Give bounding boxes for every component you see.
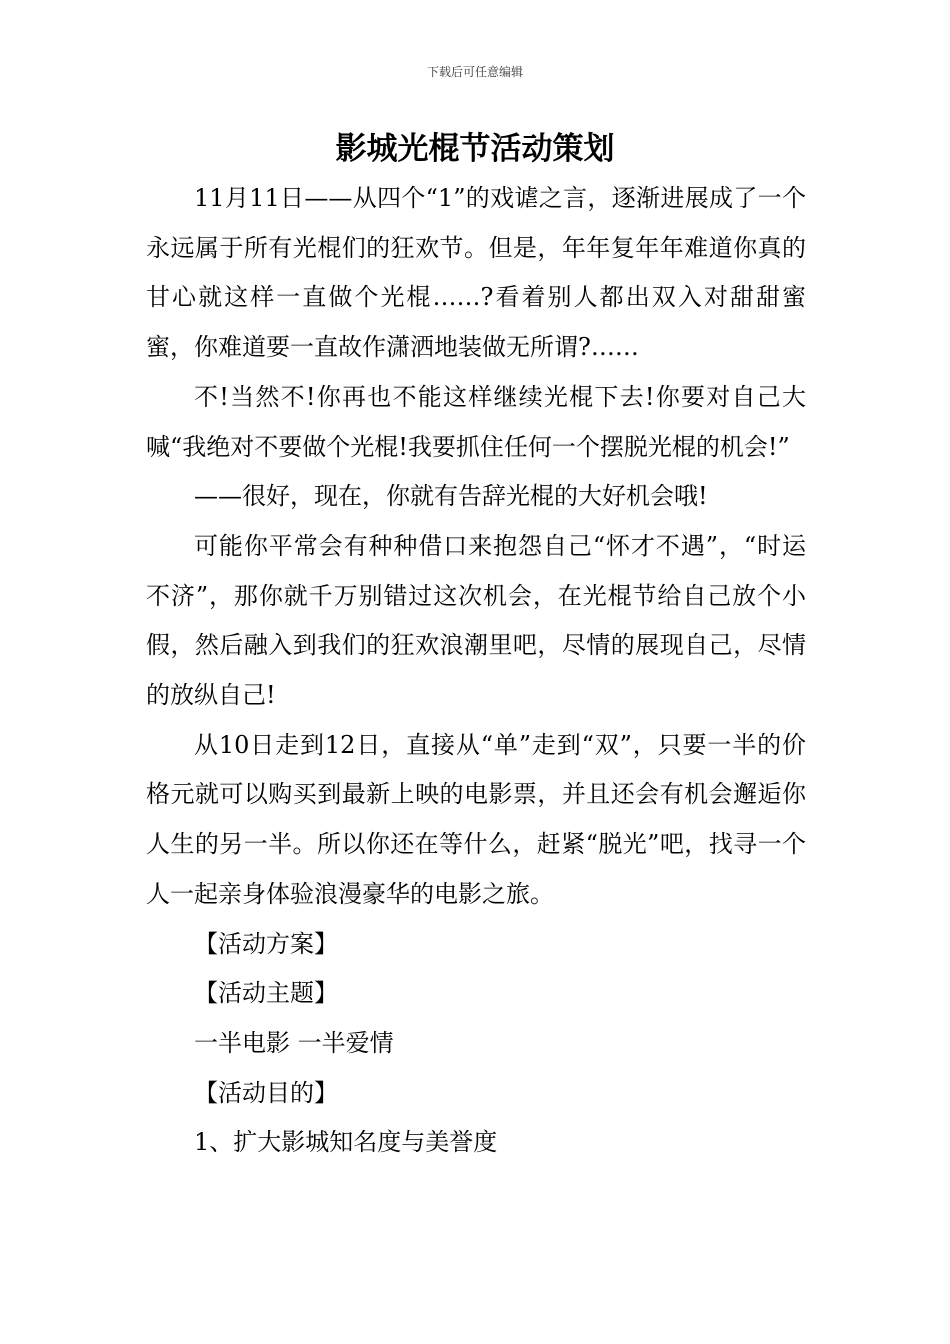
page-header-note: 下载后可任意编辑 [426,65,523,79]
purpose-item-1: 1、扩大影城知名度与美誉度 [194,1128,498,1157]
exclamation-paragraph: 不!当然不!你再也不能这样继续光棍下去!你要对自己大喊“我绝对不要做个光棍!我要抓住任何一个摆脱光棍的机会!” [146,382,806,461]
intro-paragraph: 11月11日——从四个“1”的戏谑之言，逐渐进展成了一个永远属于所有光棍们的狂欢节。但是，年年复年年难道你真的甘心就这样一直做个光棍……?看着别人都出双入对甜甜蜜蜜，你难道要一直故作潇洒地装做无所谓?…… [146,184,806,362]
section-heading-plan: 【活动方案】 [194,929,338,958]
document-body [146,174,806,1168]
theme-text: 一半电影 一半爱情 [194,1028,394,1057]
excuse-paragraph: 可能你平常会有种种借口来抱怨自己“怀才不遇”，“时运不济”，那你就千万别错过这次机会，在光棍节给自己放个小假，然后融入到我们的狂欢浪潮里吧，尽情的展现自己，尽情的放纵自己! [146,531,806,710]
offer-paragraph: 从10日走到12日，直接从“单”走到“双”，只要一半的价格元就可以购买到最新上映的电影票，并且还会有机会邂逅你人生的另一半。所以你还在等什么，赶紧“脱光”吧，找寻一个人一起亲身体验浪漫豪华的电影之旅。 [146,730,806,908]
section-heading-purpose: 【活动目的】 [194,1078,338,1107]
opportunity-paragraph: ——很好，现在，你就有告辞光棍的大好机会哦! [194,482,708,511]
section-heading-theme: 【活动主题】 [194,979,338,1008]
document-title: 影城光棍节活动策划 [335,131,615,167]
